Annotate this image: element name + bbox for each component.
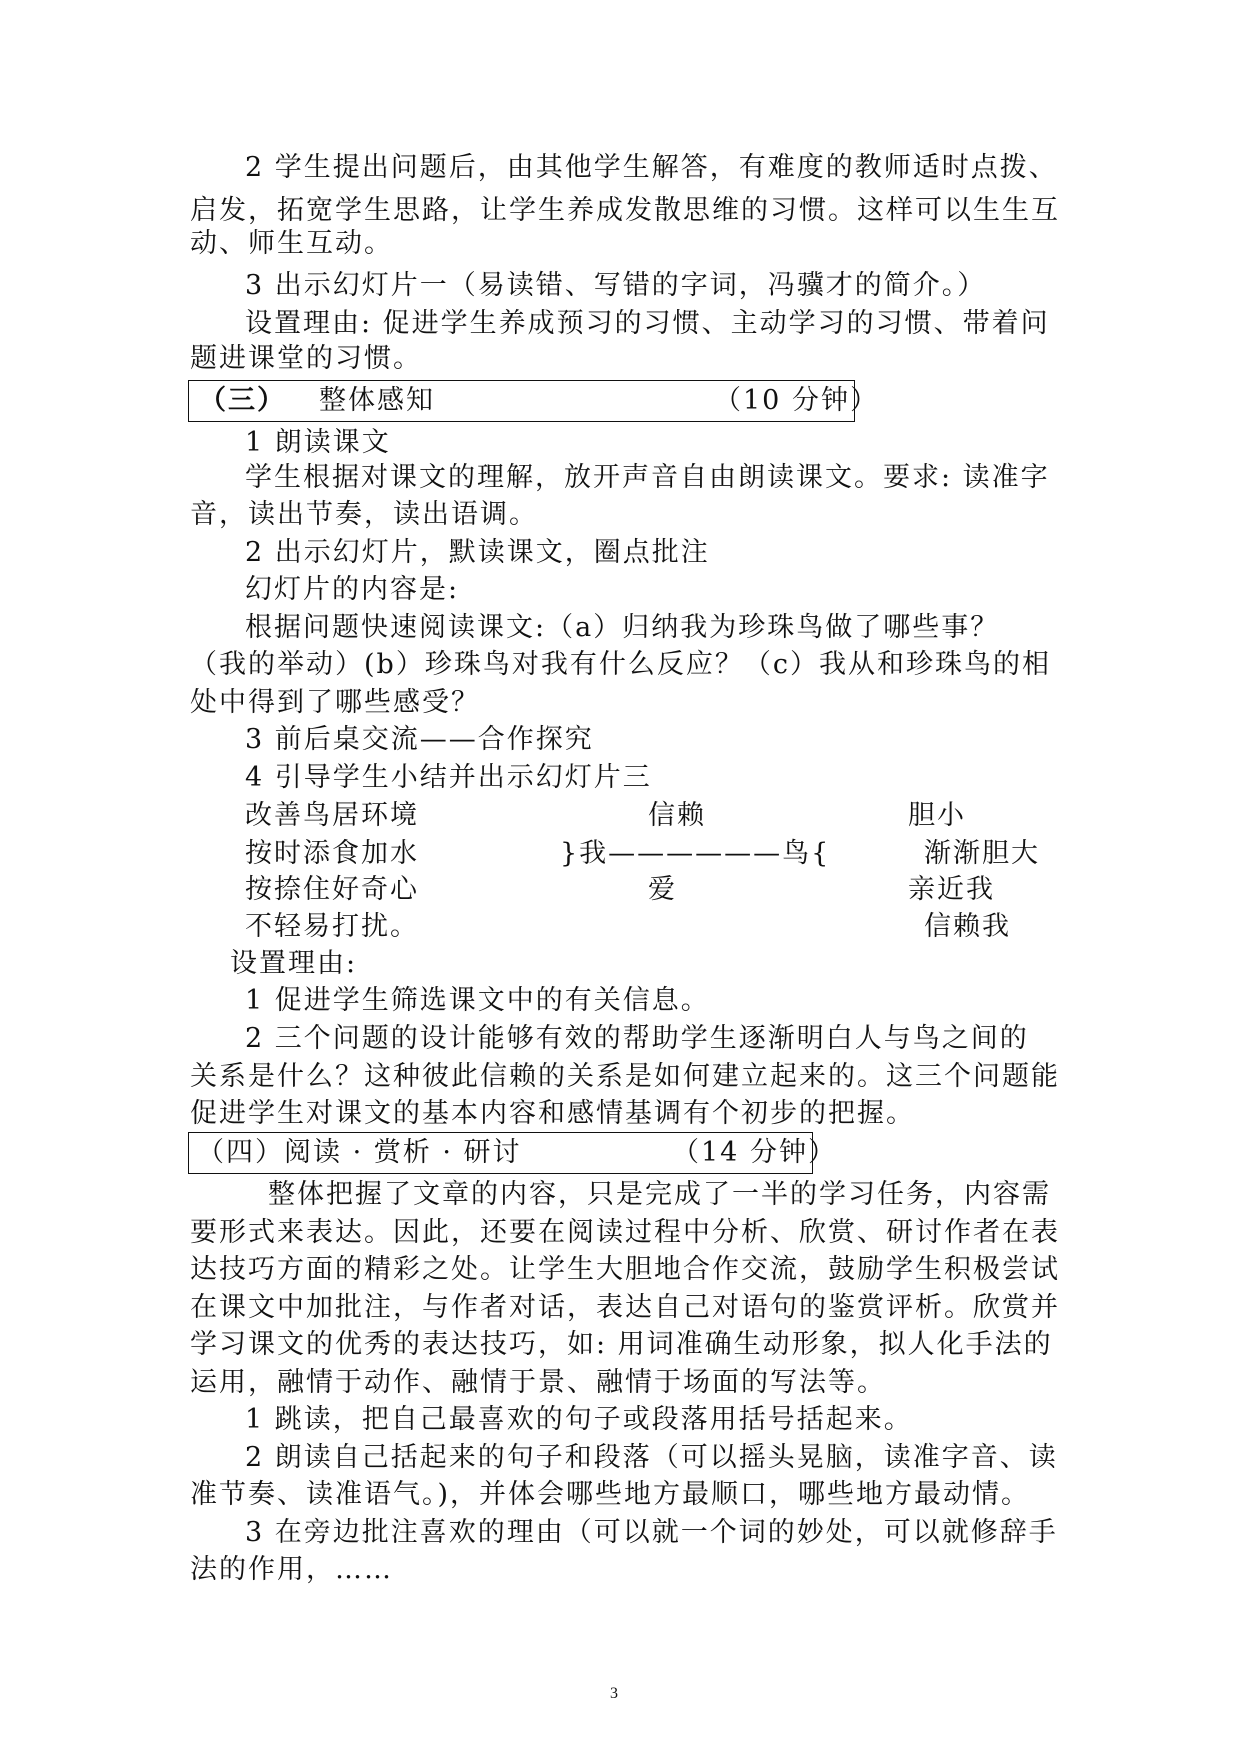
diagram-left-item: 不轻易打扰。 (245, 911, 419, 942)
paragraph-line: 整体把握了文章的内容，只是完成了一半的学习任务，内容需 (268, 1179, 1051, 1210)
diagram-top-word: 信赖 (648, 800, 706, 831)
paragraph-line: 1 朗读课文 (245, 427, 391, 458)
paragraph-line: 4 引导学生小结并出示幻灯片三 (245, 762, 652, 793)
paragraph-line: 根据问题快速阅读课文:（a）归纳我为珍珠鸟做了哪些事？ (245, 612, 1000, 643)
paragraph-line: 启发，拓宽学生思路，让学生养成发散思维的习惯。这样可以生生互 (190, 195, 1060, 226)
paragraph-line: 题进课堂的习惯。 (190, 343, 422, 374)
paragraph-line: 3 出示幻灯片一（易读错、写错的字词，冯骥才的简介。） (245, 270, 987, 301)
diagram-right-item: 渐渐胆大 (924, 838, 1040, 869)
paragraph-line: 2 学生提出问题后，由其他学生解答，有难度的教师适时点拨、 (245, 152, 1058, 183)
section-number: （三） (199, 385, 286, 416)
paragraph-line: 运用，融情于动作、融情于景、融情于场面的写法等。 (190, 1367, 886, 1398)
section-time: （14 分钟） (672, 1137, 837, 1168)
paragraph-line: 达技巧方面的精彩之处。让学生大胆地合作交流，鼓励学生积极尝试 (190, 1254, 1060, 1285)
page-number: 3 (610, 1685, 618, 1702)
diagram-right-item: 信赖我 (924, 911, 1011, 942)
paragraph-line: 处中得到了哪些感受？ (190, 687, 480, 718)
paragraph-line: 准节奏、读准语气。)，并体会哪些地方最顺口，哪些地方最动情。 (190, 1479, 1031, 1510)
paragraph-line: 幻灯片的内容是: (245, 574, 460, 605)
paragraph-line: （我的举动）(b）珍珠鸟对我有什么反应？（c）我从和珍珠鸟的相 (190, 649, 1051, 680)
paragraph-line: 2 朗读自己括起来的句子和段落（可以摇头晃脑，读准字音、读 (245, 1442, 1058, 1473)
paragraph-line: 要形式来表达。因此，还要在阅读过程中分析、欣赏、研讨作者在表 (190, 1217, 1060, 1248)
paragraph-line: 设置理由: (230, 948, 358, 979)
section-title: 整体感知 (319, 385, 435, 416)
paragraph-line: 1 跳读，把自己最喜欢的句子或段落用括号括起来。 (245, 1404, 913, 1435)
diagram-middle: }我——————鸟{ (560, 838, 831, 869)
paragraph-line: 动、师生互动。 (190, 228, 393, 259)
paragraph-line: 在课文中加批注，与作者对话，表达自己对语句的鉴赏评析。欣赏并 (190, 1292, 1060, 1323)
paragraph-line: 设置理由: 促进学生养成预习的习惯、主动学习的习惯、带着问 (245, 308, 1050, 339)
paragraph-line: 学习课文的优秀的表达技巧，如: 用词准确生动形象，拟人化手法的 (190, 1329, 1053, 1360)
paragraph-line: 促进学生对课文的基本内容和感情基调有个初步的把握。 (190, 1098, 915, 1129)
paragraph-line: 1 促进学生筛选课文中的有关信息。 (245, 985, 710, 1016)
section-heading-4 (188, 1132, 837, 1174)
paragraph-line: 学生根据对课文的理解，放开声音自由朗读课文。要求: 读准字 (245, 462, 1050, 493)
diagram-left-item: 改善鸟居环境 (245, 800, 419, 831)
section-time: （10 分钟） (714, 385, 879, 416)
paragraph-line: 3 在旁边批注喜欢的理由（可以就一个词的妙处，可以就修辞手 (245, 1517, 1058, 1548)
diagram-left-item: 按捺住好奇心 (245, 874, 419, 905)
paragraph-line: 音，读出节奏，读出语调。 (190, 499, 538, 530)
section-heading-3 (188, 380, 879, 422)
diagram-bottom-word: 爱 (648, 874, 677, 905)
paragraph-line: 2 三个问题的设计能够有效的帮助学生逐渐明白人与鸟之间的 (245, 1023, 1029, 1054)
diagram-right-item: 亲近我 (908, 874, 995, 905)
diagram-left-item: 按时添食加水 (245, 838, 419, 869)
paragraph-line: 法的作用，…… (190, 1554, 393, 1585)
section-title: （四）阅读 · 赏析 · 研讨 (197, 1137, 522, 1168)
paragraph-line: 关系是什么？这种彼此信赖的关系是如何建立起来的。这三个问题能 (190, 1061, 1060, 1092)
diagram-right-item: 胆小 (908, 800, 966, 831)
paragraph-line: 3 前后桌交流——合作探究 (245, 724, 594, 755)
paragraph-line: 2 出示幻灯片，默读课文，圈点批注 (245, 537, 710, 568)
